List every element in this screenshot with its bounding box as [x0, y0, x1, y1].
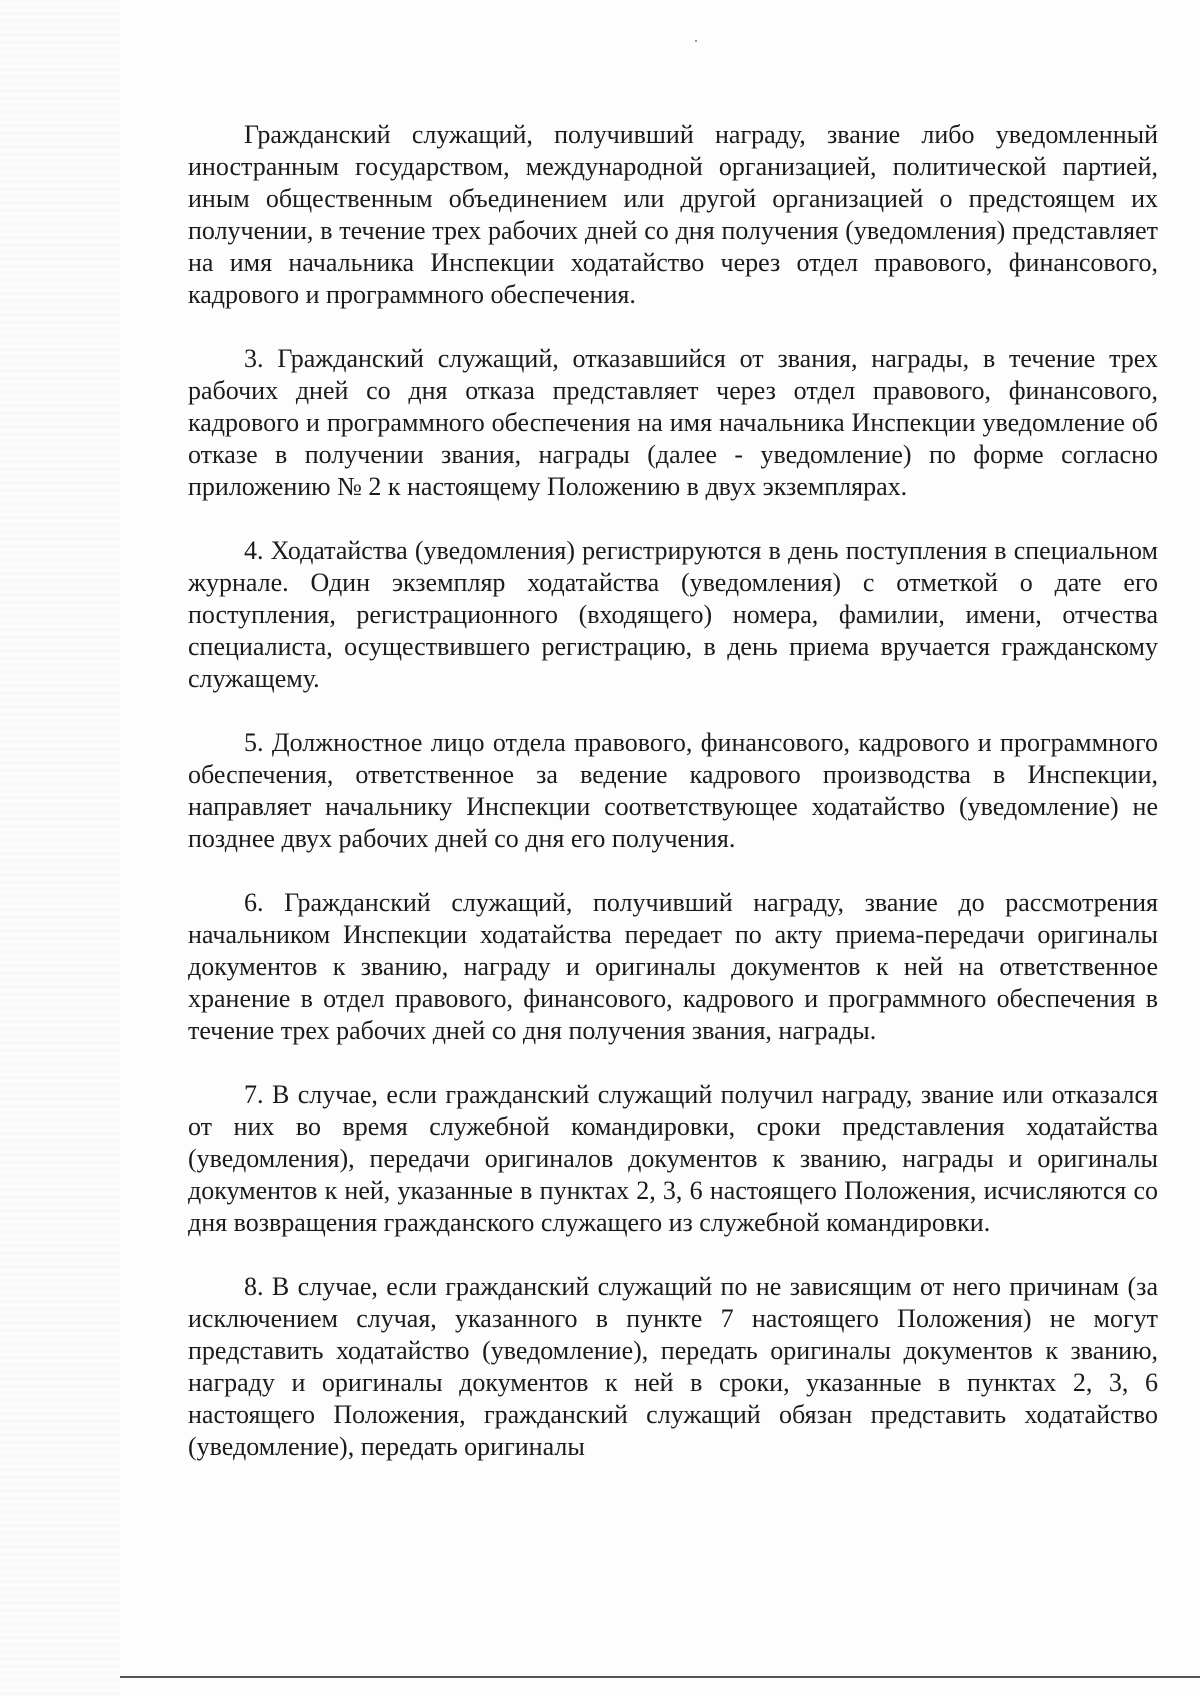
paragraph-7: 7. В случае, если гражданский служащий получил награду, звание или отказался от них во время служебной командировки, сроки представления ходатайства (уведомления), передачи оригиналов документов к званию, награды и оригиналы документов к ней, указанные в пунктах 2, 3, 6 настоящего Положения, исчисляются со дня возвращения гражданского служащего из служебной командировки.: [188, 1080, 1158, 1237]
paragraph-6: 6. Гражданский служащий, получивший награду, звание до рассмотрения начальником Инспекции ходатайства передает по акту приема-передачи оригиналы документов к званию, награду и оригиналы документов к ней на ответственное хранение в отдел правового, финансового, кадрового и программного обеспечения в течение трех рабочих дней со дня получения звания, награды.: [188, 888, 1158, 1045]
paragraph-8: 8. В случае, если гражданский служащий по не зависящим от него причинам (за исключением случая, указанного в пункте 7 настоящего Положения) не могут представить ходатайство (уведомление), передать оригиналы документов к званию, награду и оригиналы документов к ней в сроки, указанные в пунктах 2, 3, 6 настоящего Положения, гражданский служащий обязан представить ходатайство (уведомление), передать оригиналы: [188, 1272, 1158, 1461]
paragraph-intro: Гражданский служащий, получивший награду, звание либо уведомленный иностранным государством, международной организацией, политической партией, иным общественным объединением или другой организацией о предстоящем их получении, в течение трех рабочих дней со дня получения (уведомления) представляет на имя начальника Инспекции ходатайство через отдел правового, финансового, кадрового и программного обеспечения.: [188, 120, 1158, 309]
paragraph-4: 4. Ходатайства (уведомления) регистрируются в день поступления в специальном журнале. Один экземпляр ходатайства (уведомления) с отметкой о дате его поступления, регистрационного (входящего) номера, фамилии, имени, отчества специалиста, осуществившего регистрацию, в день приема вручается гражданскому служащему.: [188, 536, 1158, 693]
scan-edge-noise: [0, 0, 120, 1696]
paragraph-5: 5. Должностное лицо отдела правового, финансового, кадрового и программного обеспечения, ответственное за ведение кадрового производства в Инспекции, направляет начальнику Инспекции соответствующее ходатайство (уведомление) не позднее двух рабочих дней со дня его получения.: [188, 728, 1158, 853]
paragraph-3: 3. Гражданский служащий, отказавшийся от звания, награды, в течение трех рабочих дней со дня отказа представляет через отдел правового, финансового, кадрового и программного обеспечения на имя начальника Инспекции уведомление об отказе в получении звания, награды (далее - уведомление) по форме согласно приложению № 2 к настоящему Положению в двух экземплярах.: [188, 344, 1158, 501]
scan-speck: [695, 40, 697, 42]
page-bottom-edge: [120, 1676, 1200, 1678]
document-body: [188, 119, 1158, 1495]
